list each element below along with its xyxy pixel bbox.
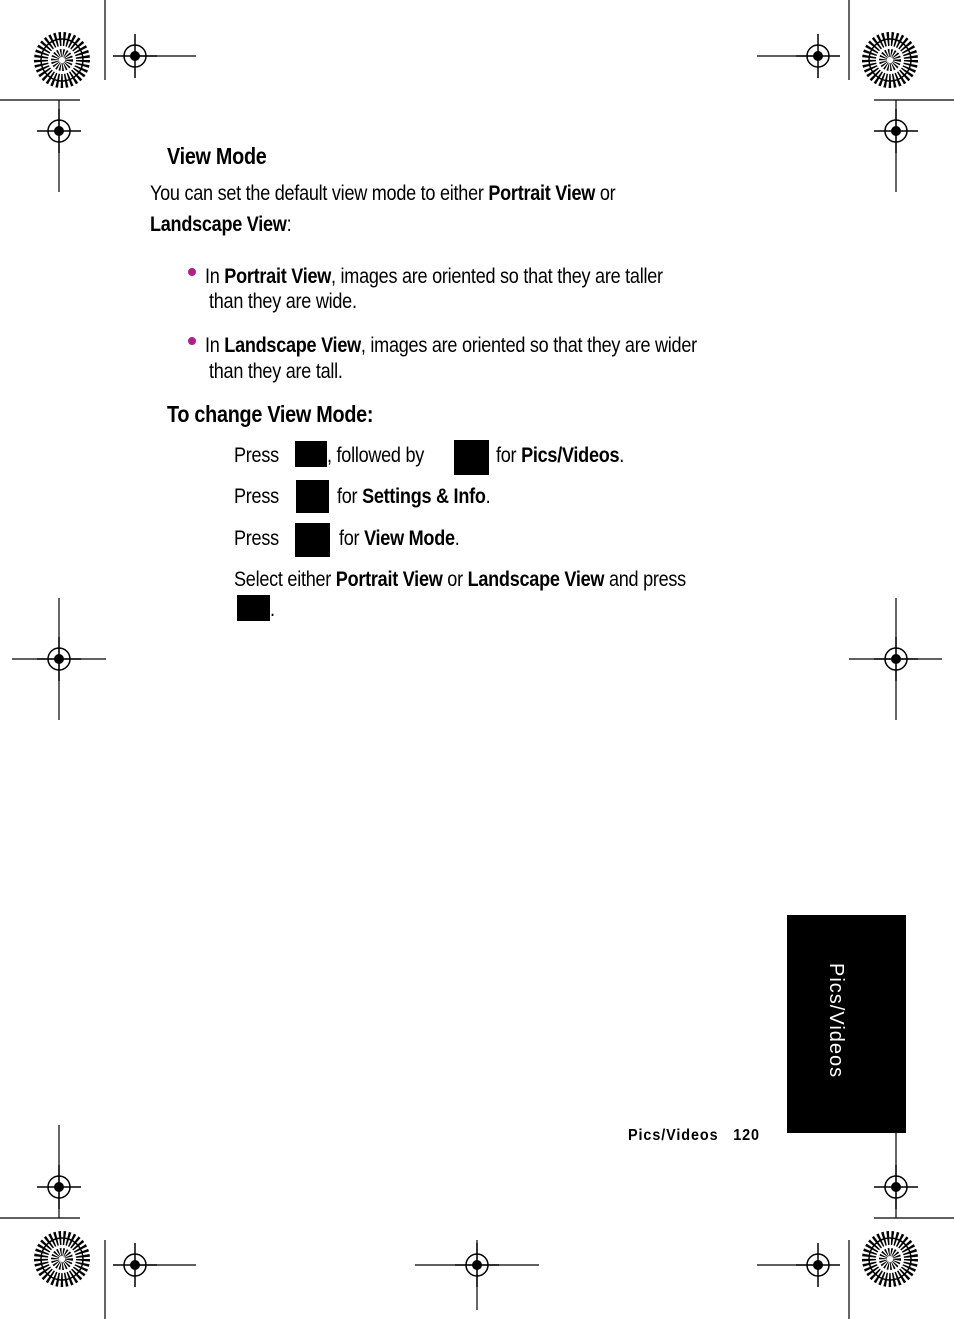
step-4-select: Select either Portrait View or Landscape View and press [234,568,686,591]
section-title: View Mode [167,143,267,169]
intro-line-2: Landscape View: [150,213,292,236]
chapter-tab-label: Pics/Videos [825,963,847,1079]
page-footer: Pics/Videos 120 [628,1127,760,1144]
step-2-target: for Settings & Info. [337,485,491,508]
intro-line-1: You can set the default view mode to either Portrait View or [150,182,616,205]
step-3-press: Press [234,527,279,550]
menu-key-icon [295,441,327,467]
step-1-press: Press [234,444,279,467]
number-key-icon [454,440,489,475]
step-3-target: for View Mode. [339,527,460,550]
bullet-dot [188,337,196,345]
bullet-portrait-cont: than they are wide. [209,290,357,313]
step-4-end: . [270,598,275,621]
step-2-press: Press [234,485,279,508]
number-key-icon [296,480,329,513]
number-key-icon [295,523,330,557]
bullet-portrait: In Portrait View, images are oriented so that they are taller [205,265,663,288]
procedure-title: To change View Mode: [167,401,374,427]
step-1-mid: , followed by [327,444,425,467]
bullet-dot [188,268,196,276]
step-1-target: for Pics/Videos. [496,444,625,467]
page-number: 120 [733,1127,760,1144]
chapter-tab [787,915,906,1133]
bullet-landscape: In Landscape View, images are oriented so that they are wider [205,334,697,357]
bullet-landscape-cont: than they are tall. [209,360,343,383]
ok-key-icon [237,595,270,621]
